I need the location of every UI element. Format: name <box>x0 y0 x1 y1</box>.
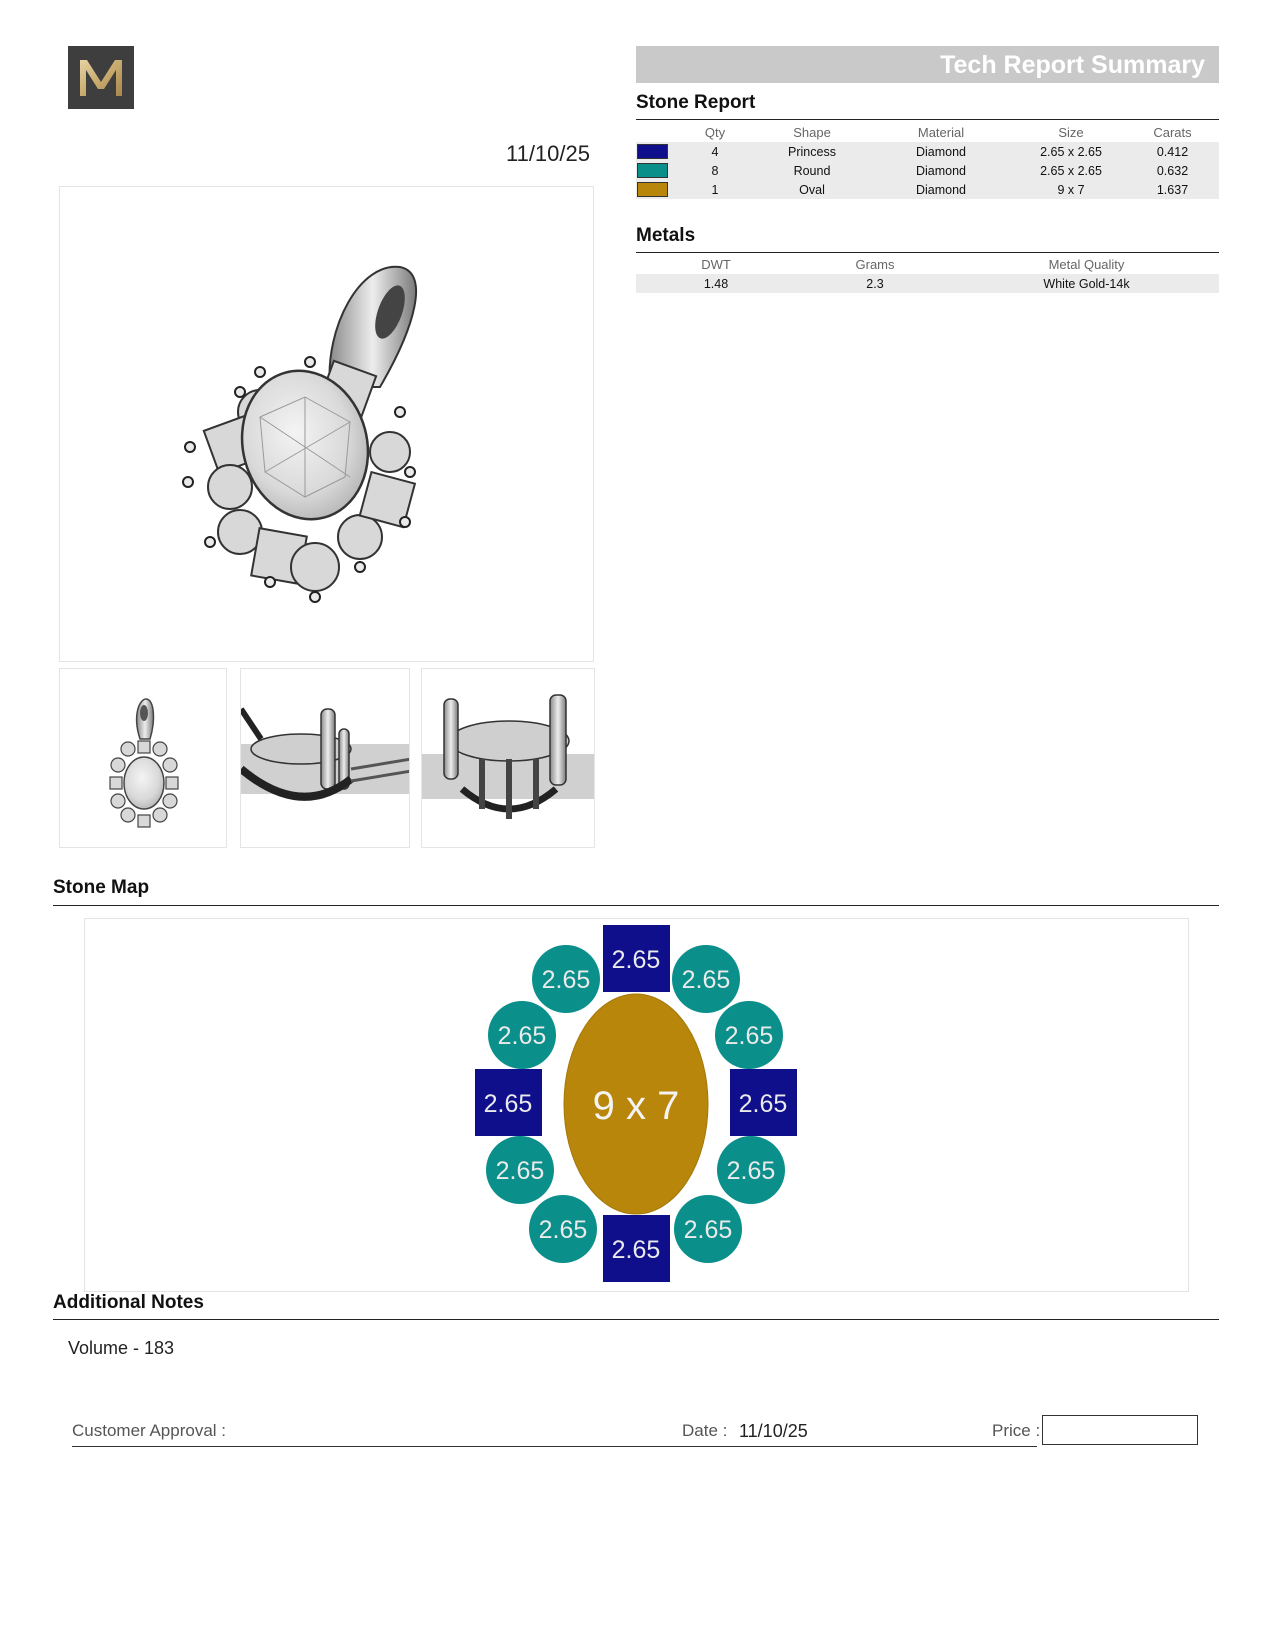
table-row <box>636 274 1219 293</box>
thumbnail-front-image <box>60 669 227 848</box>
stone-report-title: Stone Report <box>636 92 756 113</box>
approval-date-label: Date : <box>682 1421 728 1440</box>
report-title-bar <box>636 46 1219 83</box>
carats-cell: 0.412 <box>1126 142 1219 161</box>
size-cell: 2.65 x 2.65 <box>1016 142 1126 161</box>
princess-stone <box>603 925 670 992</box>
princess-stone <box>730 1069 797 1136</box>
qty-cell: 1 <box>672 180 758 199</box>
thumbnail-angle-image <box>422 669 595 848</box>
metals-table <box>636 255 1219 293</box>
round-stone <box>529 1195 597 1263</box>
column-header-qty: Qty <box>704 125 726 140</box>
color-swatch-cell <box>636 180 672 199</box>
report-date: 11/10/25 <box>505 141 590 166</box>
round-stone-label: 2.65 <box>541 966 591 994</box>
round-stone <box>672 945 740 1013</box>
shape-cell: Oval <box>758 180 866 199</box>
grams-cell: 2.3 <box>796 274 954 293</box>
customer-approval-label: Customer Approval : <box>72 1421 227 1440</box>
oval-color-swatch <box>637 182 668 197</box>
princess-stone <box>475 1069 542 1136</box>
round-stone <box>717 1136 785 1204</box>
column-header-metal-quality: Metal Quality <box>1048 257 1125 272</box>
qty-cell: 4 <box>672 142 758 161</box>
table-row <box>636 142 1219 161</box>
report-title: Tech Report Summary <box>940 51 1205 79</box>
material-cell: Diamond <box>866 161 1016 180</box>
material-cell: Diamond <box>866 180 1016 199</box>
round-stone <box>674 1195 742 1263</box>
metals-title: Metals <box>636 225 696 246</box>
approval-signature-line <box>72 1446 1037 1447</box>
round-stone-label: 2.65 <box>683 1216 733 1244</box>
princess-stone-label: 2.65 <box>611 946 661 974</box>
stone-report-divider <box>636 119 1219 120</box>
material-cell: Diamond <box>866 142 1016 161</box>
oval-stone-label: 9 x 7 <box>592 1084 680 1128</box>
price-label: Price : <box>992 1421 1041 1440</box>
princess-color-swatch <box>637 144 668 159</box>
stone-map-divider <box>53 905 1219 906</box>
price-field[interactable] <box>1042 1415 1198 1445</box>
logo-m-mark <box>68 46 134 109</box>
color-swatch-cell <box>636 142 672 161</box>
round-stone-label: 2.65 <box>495 1157 545 1185</box>
carats-cell: 1.637 <box>1126 180 1219 199</box>
column-header-carats: Carats <box>1153 125 1192 140</box>
column-header-grams: Grams <box>855 257 895 272</box>
table-row <box>636 180 1219 199</box>
color-swatch-cell <box>636 161 672 180</box>
stone-report-table <box>636 123 1219 199</box>
additional-notes-title: Additional Notes <box>53 1292 204 1313</box>
round-color-swatch <box>637 163 668 178</box>
round-stone <box>715 1001 783 1069</box>
round-stone-label: 2.65 <box>538 1216 588 1244</box>
round-stone-label: 2.65 <box>726 1157 776 1185</box>
column-header-size: Size <box>1058 125 1084 140</box>
swatch-column-header <box>636 123 672 142</box>
princess-stone <box>603 1215 670 1282</box>
dwt-cell: 1.48 <box>636 274 796 293</box>
carats-cell: 0.632 <box>1126 161 1219 180</box>
notes-text: Volume - 183 <box>68 1338 175 1358</box>
round-stone <box>486 1136 554 1204</box>
thumbnail-side-view[interactable] <box>240 668 410 848</box>
additional-notes-divider <box>53 1319 1219 1320</box>
stone-report-header-row <box>636 123 1219 142</box>
qty-cell: 8 <box>672 161 758 180</box>
princess-stone-label: 2.65 <box>611 1236 661 1264</box>
size-cell: 9 x 7 <box>1016 180 1126 199</box>
main-product-render <box>59 186 594 662</box>
princess-stone-label: 2.65 <box>483 1090 533 1118</box>
company-logo <box>68 46 134 109</box>
round-stone-label: 2.65 <box>497 1022 547 1050</box>
stone-map-title: Stone Map <box>53 877 150 898</box>
metals-header-row <box>636 255 1219 274</box>
thumbnail-front-view[interactable] <box>59 668 227 848</box>
shape-cell: Round <box>758 161 866 180</box>
round-stone-label: 2.65 <box>681 966 731 994</box>
metals-divider <box>636 252 1219 253</box>
round-stone <box>532 945 600 1013</box>
thumbnail-angle-view[interactable] <box>421 668 595 848</box>
size-cell: 2.65 x 2.65 <box>1016 161 1126 180</box>
column-header-material: Material <box>917 125 965 140</box>
round-stone-label: 2.65 <box>724 1022 774 1050</box>
column-header-dwt: DWT <box>701 257 731 272</box>
princess-stone-label: 2.65 <box>738 1090 788 1118</box>
stone-map-panel <box>84 918 1189 1292</box>
column-header-shape: Shape <box>793 125 831 140</box>
pendant-render-image <box>60 187 594 662</box>
approval-date-value[interactable]: 11/10/25 <box>739 1421 808 1441</box>
round-stone <box>488 1001 556 1069</box>
metal-quality-cell: White Gold-14k <box>954 274 1219 293</box>
shape-cell: Princess <box>758 142 866 161</box>
table-row <box>636 161 1219 180</box>
stone-map-diagram <box>85 919 1190 1293</box>
thumbnail-side-image <box>241 669 410 848</box>
